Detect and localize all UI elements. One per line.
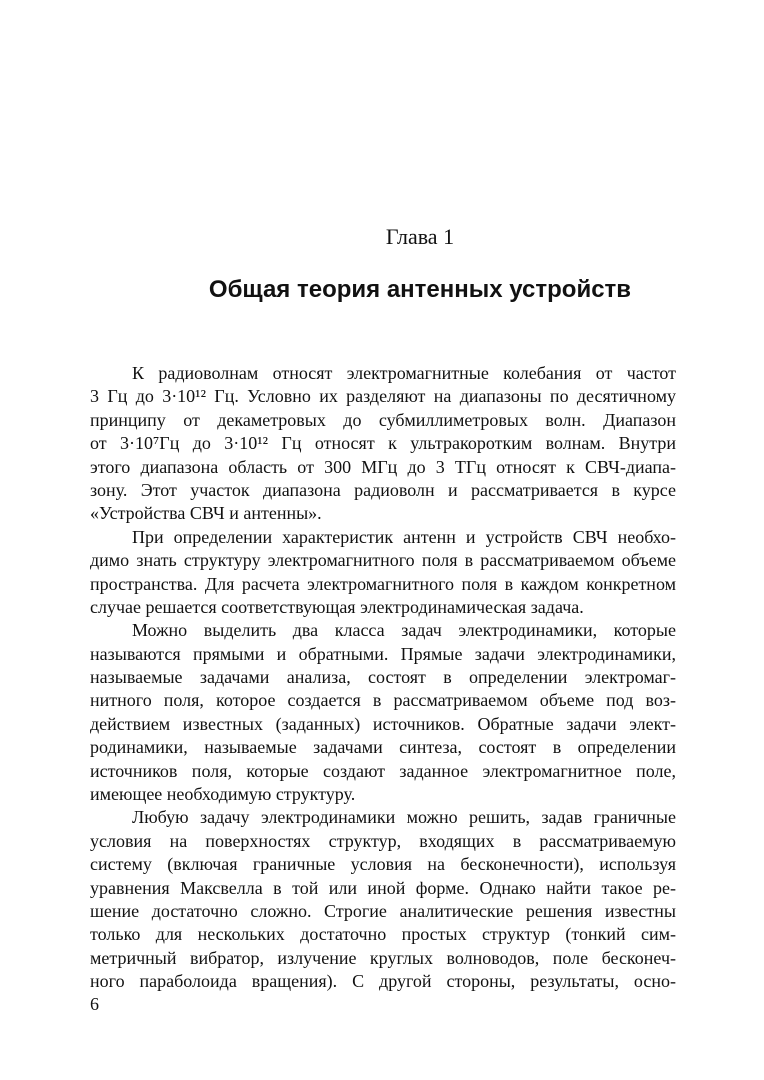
text-line: источников поля, которые создают заданное электромагнитное поле,	[90, 760, 676, 781]
text-line: принципу от декаметровых до субмиллиметровых волн. Диапазон	[90, 409, 676, 430]
text-line: ного параболоида вращения). С другой стороны, результаты, осно-	[90, 971, 676, 992]
text-line: только для нескольких достаточно простых структур (тонкий сим-	[90, 924, 676, 945]
text-line: родинамики, называемые задачами синтеза, состоят в определении	[90, 737, 676, 758]
text-line: называются прямыми и обратными. Прямые задачи электродинамики,	[90, 643, 676, 664]
page-number: 6	[90, 994, 99, 1014]
text-line: пространства. Для расчета электромагнитного поля в каждом конкретном	[90, 573, 676, 594]
body-text	[90, 362, 676, 994]
text-line: При определении характеристик антенн и устройств СВЧ необхо-	[132, 526, 676, 547]
text-line: метричный вибратор, излучение круглых волноводов, поле бесконеч-	[90, 947, 676, 968]
text-line: «Устройства СВЧ и антенны».	[90, 503, 322, 524]
text-line: димо знать структуру электромагнитного поля в рассматриваемом объеме	[90, 550, 676, 571]
text-line: этого диапазона область от 300 МГц до 3 ТГц относят к СВЧ-диапа-	[90, 456, 676, 477]
text-line: Можно выделить два класса задач электродинамики, которые	[132, 620, 676, 641]
text-line: шение достаточно сложно. Строгие аналитические решения известны	[90, 900, 676, 921]
text-line: систему (включая граничные условия на бесконечности), используя	[90, 854, 676, 875]
chapter-title: Общая теория антенных устройств	[208, 276, 632, 303]
text-line: нитного поля, которое создается в рассматриваемом объеме под воз-	[90, 690, 676, 711]
text-line: Любую задачу электродинамики можно решить, задав граничные	[132, 807, 676, 828]
text-line: зону. Этот участок диапазона радиоволн и рассматривается в курсе	[90, 479, 676, 500]
text-line: имеющее необходимую структуру.	[90, 784, 356, 805]
text-line: случае решается соответствующая электродинамическая задача.	[90, 596, 584, 617]
text-line: 3 Гц до 3·10¹² Гц. Условно их разделяют на диапазоны по десятичному	[90, 386, 676, 407]
text-line: называемые задачами анализа, состоят в определении электромаг-	[90, 667, 676, 688]
text-line: действием известных (заданных) источников. Обратные задачи элект-	[90, 713, 676, 734]
text-line: К радиоволнам относят электромагнитные колебания от частот	[132, 363, 676, 383]
chapter-label: Глава 1	[385, 224, 455, 249]
text-line: от 3·10⁷Гц до 3·10¹² Гц относят к ультракоротким волнам. Внутри	[90, 433, 676, 454]
text-line: уравнения Максвелла в той или иной форме. Однако найти такое ре-	[90, 877, 676, 898]
text-line: условия на поверхностях структур, входящих в рассматриваемую	[90, 830, 676, 851]
